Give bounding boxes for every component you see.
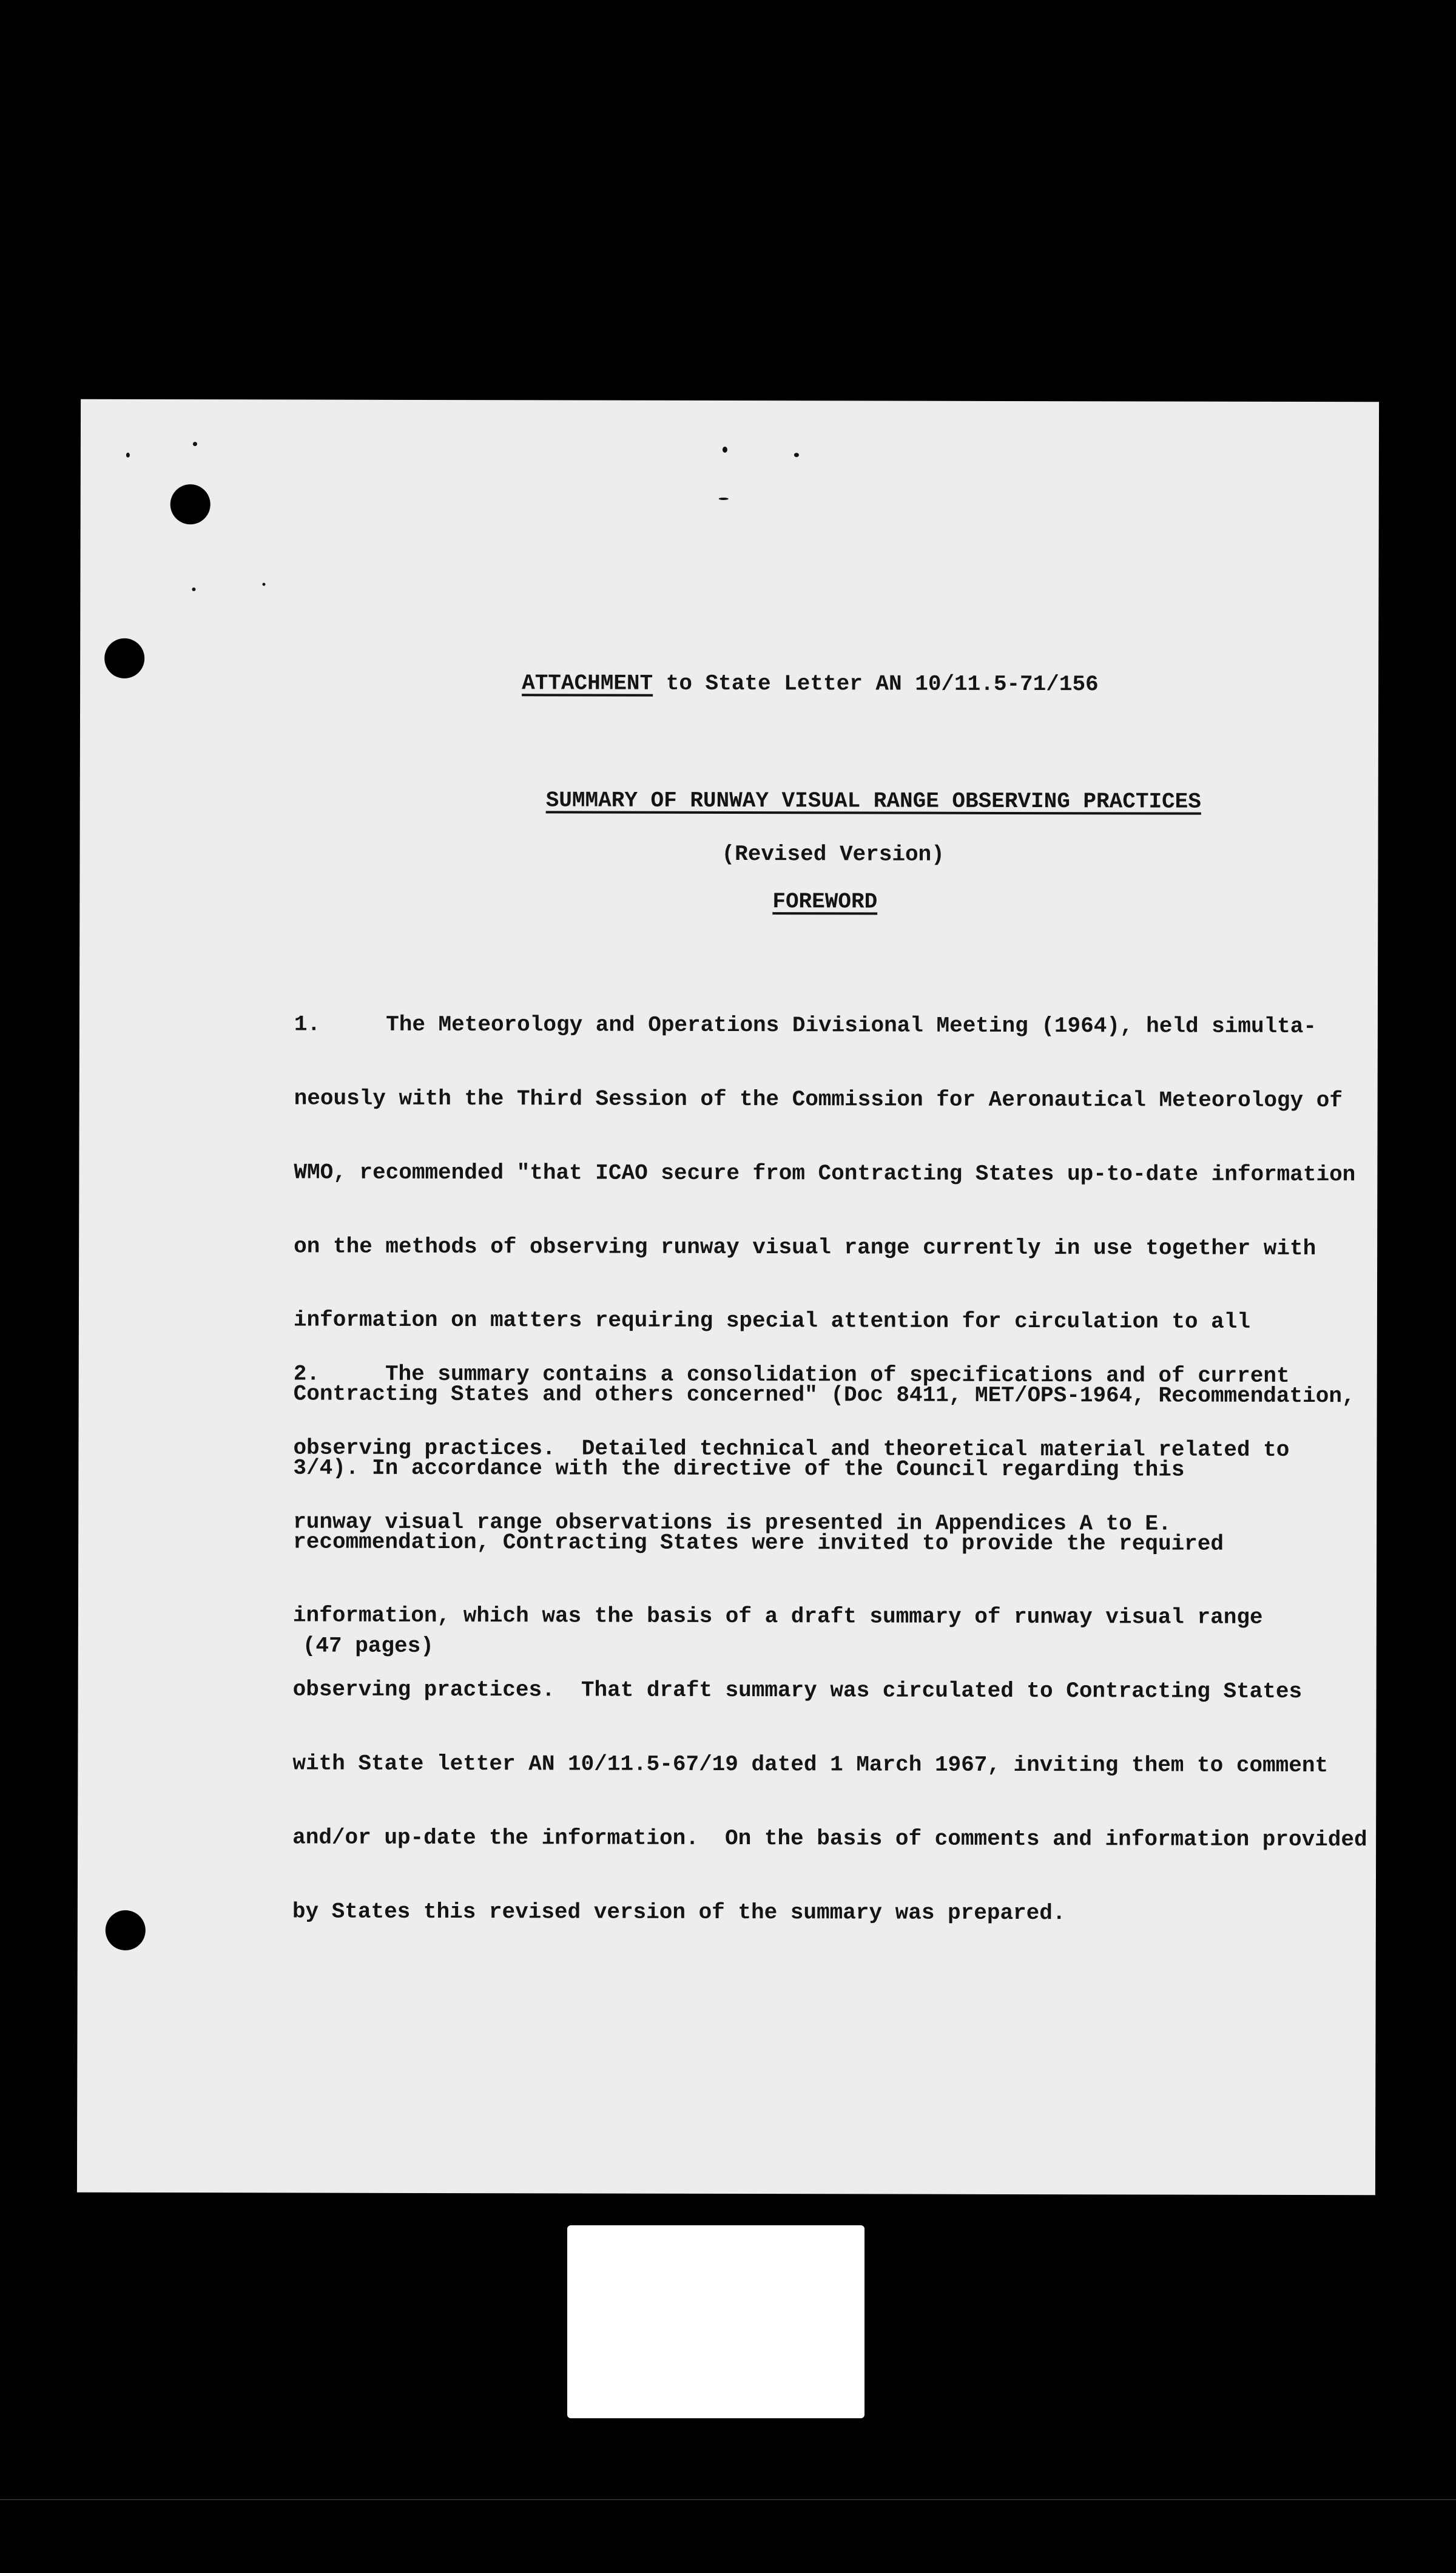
speck-mark <box>193 442 197 446</box>
punch-hole-middle <box>104 638 144 678</box>
paragraph-line: with State letter AN 10/11.5-67/19 dated 1 March 1967, inviting them to comment <box>292 1751 1329 1779</box>
document-subtitle: (Revised Version) <box>721 841 945 867</box>
blank-label-card <box>567 2225 864 2418</box>
paragraph-line: information, which was the basis of a draft summary of runway visual range <box>292 1603 1263 1631</box>
section-heading-foreword: FOREWORD <box>772 889 878 915</box>
punch-hole-top <box>170 484 211 524</box>
paragraph-line: Contracting States and others concerned" (Doc 8411, MET/OPS-1964, Recommendation, <box>293 1381 1355 1409</box>
speck-mark <box>192 587 195 591</box>
paragraph-line: runway visual range observations is presented in Appendices A to E. <box>293 1509 1171 1537</box>
document-page <box>77 399 1379 2195</box>
paragraph-line: and/or up-date the information. On the basis of comments and information provided <box>292 1825 1367 1852</box>
paragraph-line: 1. The Meteorology and Operations Divisional Meeting (1964), held simulta- <box>294 1012 1317 1040</box>
paragraph-line: observing practices. That draft summary was circulated to Contracting States <box>292 1677 1303 1705</box>
attachment-label: ATTACHMENT <box>522 671 653 696</box>
paragraph-line: 2. The summary contains a consolidation of specifications and of current <box>293 1361 1290 1389</box>
state-letter-reference: to State Letter AN 10/11.5-71/156 <box>653 671 1099 697</box>
attachment-line <box>522 671 1099 697</box>
paragraph-line: by States this revised version of the summary was prepared. <box>292 1899 1066 1926</box>
paragraph-line: recommendation, Contracting States were invited to provide the required <box>293 1529 1224 1557</box>
page-count: (47 pages) <box>302 1633 434 1658</box>
paragraph-line: 3/4). In accordance with the directive of the Council regarding this <box>293 1455 1185 1483</box>
paragraph-line: information on matters requiring special attention for circulation to all <box>293 1307 1251 1335</box>
scan-edge-line <box>0 2499 1456 2500</box>
speck-mark <box>794 453 799 457</box>
speck-mark <box>723 447 727 453</box>
paragraph-2 <box>293 1313 1290 1586</box>
speck-mark <box>719 498 729 500</box>
speck-mark <box>126 453 130 458</box>
paragraph-line: neously with the Third Session of the Commission for Aeronautical Meteorology of <box>294 1086 1343 1114</box>
punch-hole-bottom <box>106 1910 146 1950</box>
speck-mark <box>262 583 265 586</box>
document-title: SUMMARY OF RUNWAY VISUAL RANGE OBSERVING PRACTICES <box>545 788 1201 814</box>
paragraph-line: observing practices. Detailed technical and theoretical material related to <box>293 1435 1290 1462</box>
paragraph-line: WMO, recommended "that ICAO secure from Contracting States up-to-date information <box>294 1160 1356 1187</box>
paragraph-line: on the methods of observing runway visual range currently in use together with <box>294 1234 1316 1261</box>
